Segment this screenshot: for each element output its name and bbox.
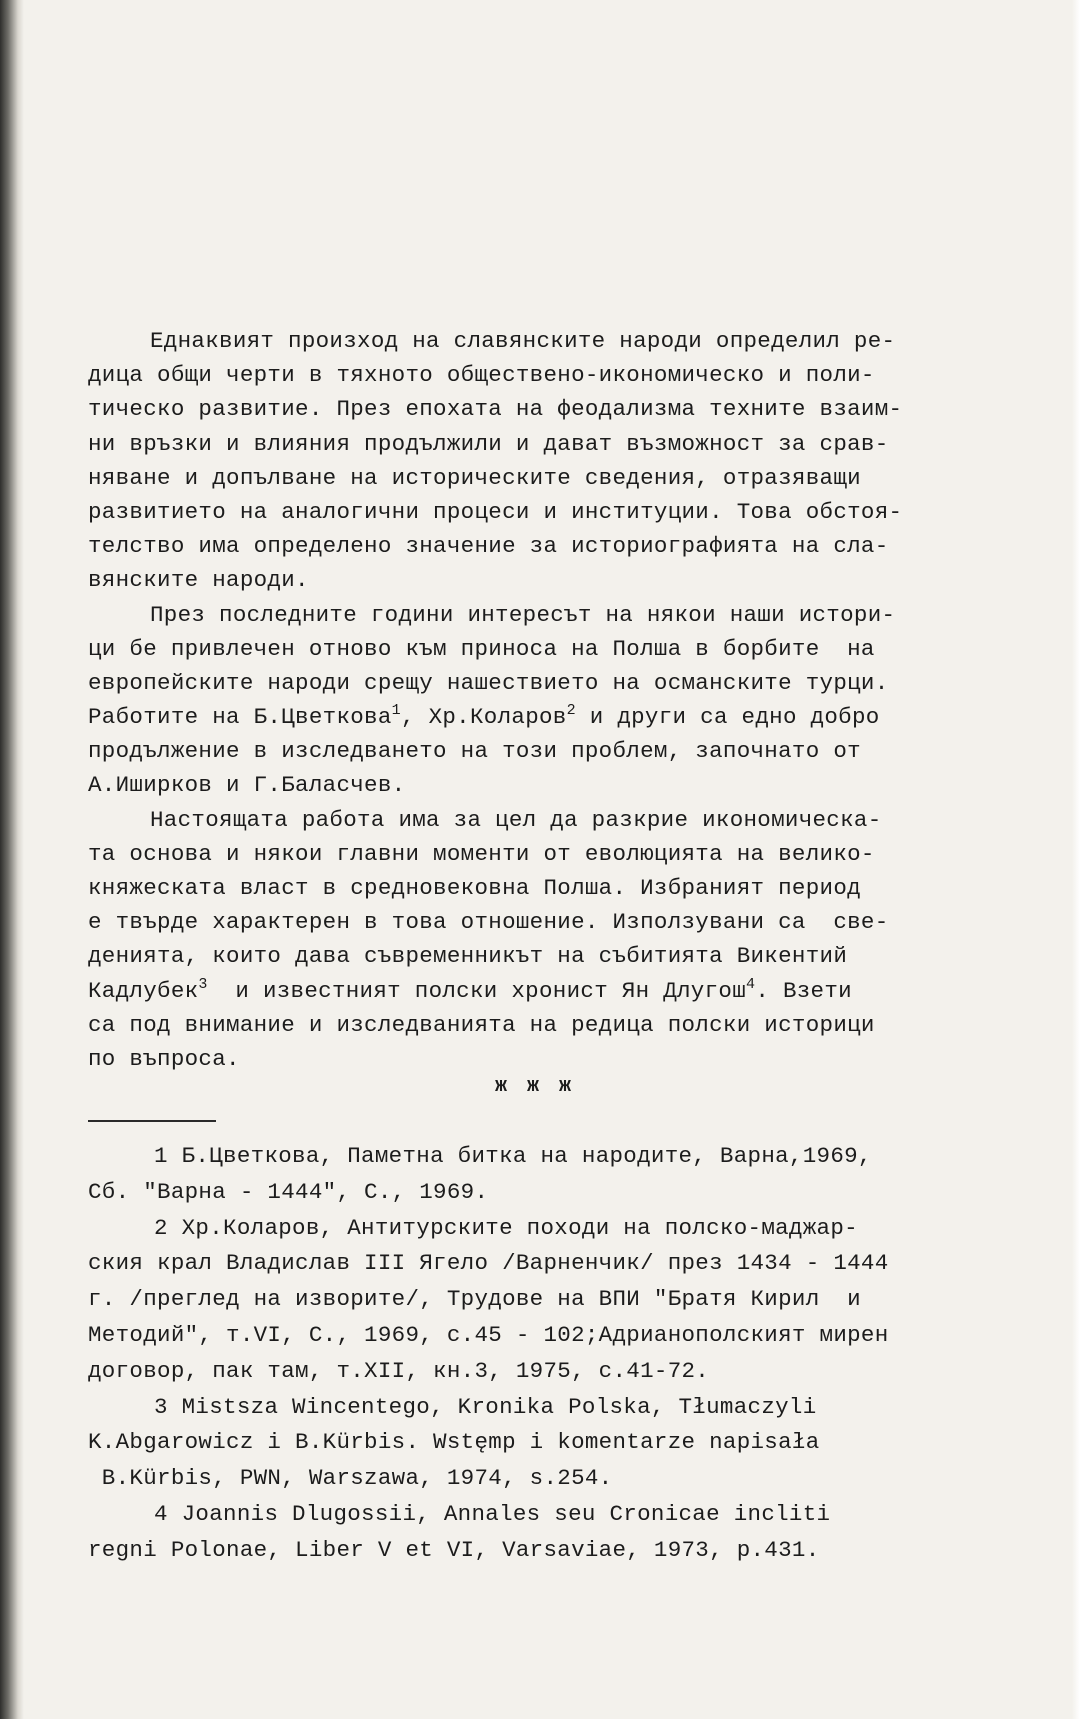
footnote-text: Хр.Коларов, Антитурските походи на полско-маджар- bbox=[181, 1214, 858, 1241]
main-text bbox=[88, 324, 1018, 1076]
footnote-line: ския крал Владислав III Ягело /Варненчик/ през 1434 - 1444 bbox=[88, 1250, 889, 1277]
footnote-ref-2: 2 bbox=[566, 702, 576, 720]
text-line: няване и допълване на историческите сведения, отразяващи bbox=[88, 464, 861, 491]
text-segment: и известният полски хронист Ян Длугош bbox=[207, 977, 747, 1004]
footnote-2 bbox=[88, 1211, 1018, 1390]
text-line: по въпроса. bbox=[88, 1045, 240, 1072]
text-line: дица общи черти в тяхното обществено-икономическо и поли- bbox=[88, 362, 875, 389]
footnote-number: 1 bbox=[154, 1143, 168, 1169]
footnote-line: Сб. "Варна - 1444", С., 1969. bbox=[88, 1178, 489, 1205]
page-right-edge bbox=[1072, 0, 1080, 1719]
footnote-4 bbox=[88, 1497, 1018, 1569]
text-segment: и други са едно добро bbox=[575, 704, 880, 731]
footnote-line bbox=[88, 1211, 1018, 1247]
text-segment: . Взети bbox=[755, 977, 852, 1004]
footnote-divider bbox=[88, 1120, 216, 1122]
footnote-line bbox=[88, 1497, 1018, 1533]
footnote-line: B.Kürbis, PWN, Warszawa, 1974, s.254. bbox=[88, 1465, 613, 1492]
text-segment: , Хр.Коларов bbox=[400, 704, 567, 731]
footnote-1 bbox=[88, 1139, 1018, 1211]
footnote-line: г. /преглед на изворите/, Трудове на ВПИ "Братя Кирил и bbox=[88, 1286, 861, 1313]
footnote-line: Методий", т.VI, С., 1969, с.45 - 102;Адрианополският мирен bbox=[88, 1321, 889, 1348]
footnote-line bbox=[88, 1139, 1018, 1175]
text-line: продължение в изследването на този проблем, започнато от bbox=[88, 738, 861, 765]
page-left-shadow bbox=[0, 0, 24, 1719]
footnote-number: 3 bbox=[154, 1393, 168, 1420]
footnote-line bbox=[88, 1390, 1018, 1426]
text-line: европейските народи срещу нашествието на османските турци. bbox=[88, 669, 889, 696]
text-line: А.Иширков и Г.Баласчев. bbox=[88, 772, 406, 799]
text-line-with-footnote-refs bbox=[88, 700, 1018, 734]
footnote-number: 4 bbox=[154, 1500, 168, 1527]
footnote-number: 2 bbox=[154, 1214, 168, 1241]
text-line: телство има определено значение за историографията на сла- bbox=[88, 533, 889, 560]
text-line: вянските народи. bbox=[88, 567, 309, 594]
footnote-text: Joannis Dlugossii, Annales seu Cronicae incliti bbox=[181, 1500, 831, 1527]
text-line: ни връзки и влияния продължили и дават възможност за срав- bbox=[88, 430, 889, 457]
footnote-line: regni Polonae, Liber V et VI, Varsaviae, 1973, p.431. bbox=[88, 1536, 820, 1563]
text-line: ци бе привлечен отново към приноса на Полша в борбите на bbox=[88, 635, 875, 662]
footnote-text: Б.Цветкова, Паметна битка на народите, Варна,1969, bbox=[181, 1143, 872, 1169]
footnote-text: Mistsza Wincentego, Kronika Polska, Tłumaczyli bbox=[181, 1393, 817, 1420]
text-line: тическо развитие. През епохата на феодализма техните взаим- bbox=[88, 396, 903, 423]
footnote-3 bbox=[88, 1390, 1018, 1497]
paragraph-3 bbox=[88, 803, 1018, 1077]
text-line: развитието на аналогични процеси и институции. Това обстоя- bbox=[88, 498, 903, 525]
text-line: През последните години интересът на някои наши истори- bbox=[150, 601, 896, 628]
text-segment: Работите на Б.Цветкова bbox=[88, 704, 392, 731]
footnote-line: договор, пак там, т.XII, кн.3, 1975, с.41-72. bbox=[88, 1357, 710, 1384]
text-line: Еднаквият произход на славянските народи определил ре- bbox=[150, 328, 896, 354]
text-line: е твърде характерен в това отношение. Използувани са све- bbox=[88, 909, 889, 936]
text-line: княжеската власт в средновековна Полша. Избраният период bbox=[88, 875, 861, 901]
text-line: Настоящата работа има за цел да разкрие икономическа- bbox=[150, 806, 882, 833]
paragraph-2 bbox=[88, 598, 1018, 803]
text-line: та основа и някои главни моменти от еволюцията на велико- bbox=[88, 840, 875, 867]
footnote-ref-3: 3 bbox=[198, 975, 208, 993]
text-line: са под внимание и изследванията на редица полски историци bbox=[88, 1011, 875, 1038]
paragraph-1 bbox=[88, 324, 1018, 598]
section-separator: ж ж ж bbox=[495, 1075, 576, 1098]
text-line-with-footnote-refs bbox=[88, 974, 1018, 1008]
footnote-ref-4: 4 bbox=[746, 975, 756, 993]
footnote-ref-1: 1 bbox=[391, 702, 401, 720]
footnotes bbox=[88, 1139, 1018, 1569]
text-segment: Кадлубек bbox=[88, 977, 199, 1004]
footnote-line: K.Abgarowicz i B.Kürbis. Wstęmp i komentarze napisała bbox=[88, 1429, 820, 1456]
text-line: денията, които дава съвременникът на събитията Викентий bbox=[88, 943, 848, 970]
